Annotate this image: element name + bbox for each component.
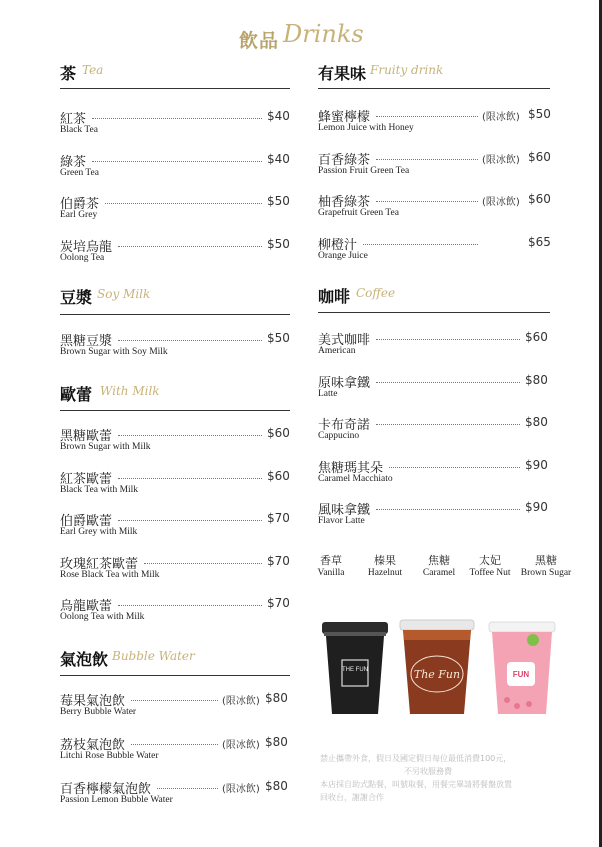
tea-cup-label: The Fun xyxy=(413,668,461,681)
flavor-english: Hazelnut xyxy=(367,568,403,578)
menu-item-price: $50 xyxy=(267,331,290,345)
flavor-name: 黑糖 xyxy=(535,554,557,567)
menu-item-name: 柚香綠茶 xyxy=(318,195,371,210)
iced-only-tag: (限冰飲) xyxy=(482,154,520,166)
section-divider xyxy=(60,675,290,676)
menu-item-name: 伯爵茶 xyxy=(60,197,100,212)
menu-item-name: 綠茶 xyxy=(60,154,87,170)
menu-item-english: Cappucino xyxy=(318,431,360,441)
section-title-coffee: 咖啡 xyxy=(318,287,351,306)
flavor-english: Brown Sugar xyxy=(520,568,572,578)
menu-item-english: Rose Black Tea with Milk xyxy=(60,569,160,580)
menu-item-price: $50 xyxy=(267,194,290,208)
menu-item-english: Passion Lemon Bubble Water xyxy=(60,795,173,805)
leader-dots xyxy=(118,435,262,436)
footer-note xyxy=(318,752,568,804)
leader-dots xyxy=(118,340,262,341)
flavor-option xyxy=(354,552,416,578)
menu-item-name: 柳橙汁 xyxy=(318,237,358,253)
menu-item-name: 炭培烏龍 xyxy=(60,239,113,255)
menu-item-price: $70 xyxy=(267,596,290,610)
menu-item-price: $60 xyxy=(528,192,551,206)
menu-item-name: 卡布奇諾 xyxy=(318,418,371,433)
section-title-soy: 豆漿 xyxy=(60,288,93,307)
leader-dots xyxy=(376,201,478,202)
menu-item-price: $40 xyxy=(267,151,290,166)
menu-item-english: Green Tea xyxy=(60,167,99,178)
menu-item-price: $60 xyxy=(525,330,548,344)
leader-dots xyxy=(389,467,520,468)
menu-item-price: $80 xyxy=(525,415,548,429)
leader-dots xyxy=(376,382,520,383)
flavor-name: 榛果 xyxy=(374,554,396,567)
black-cup-image xyxy=(320,620,390,720)
footer-line: 回收台，謝謝合作 xyxy=(320,793,384,802)
flavor-name: 香草 xyxy=(320,554,342,567)
leader-dots xyxy=(131,744,218,745)
section-script-fruity: Fruity drink xyxy=(370,63,444,77)
iced-only-tag: (限冰飲) xyxy=(222,784,260,795)
flavor-name: 太妃 xyxy=(479,554,501,567)
footer-line: 不另收服務費 xyxy=(404,767,452,776)
menu-item-name: 蜂蜜檸檬 xyxy=(318,110,371,125)
menu-item-english: Oolong Tea with Milk xyxy=(60,612,145,622)
section-title-tea: 茶 xyxy=(60,64,77,83)
footer-line: 本店採自助式點餐，叫號取餐，用餐完畢請將餐盤放置 xyxy=(320,780,512,789)
flavor-english: Vanilla xyxy=(317,568,345,578)
menu-item-english: Latte xyxy=(318,388,338,399)
leader-dots xyxy=(131,700,218,701)
leader-dots xyxy=(144,563,262,564)
menu-item-price: $80 xyxy=(265,779,288,793)
section-script-milk: With Milk xyxy=(100,384,160,398)
menu-item-english: Earl Grey xyxy=(60,210,98,220)
menu-item-name: 伯爵歐蕾 xyxy=(60,514,113,529)
flavor-name: 焦糖 xyxy=(428,554,450,567)
menu-item-price: $60 xyxy=(267,468,290,483)
black-cup-label: THE FUN xyxy=(342,667,368,673)
section-script-soy: Soy Milk xyxy=(97,287,151,301)
menu-title: 飲品 xyxy=(239,30,280,52)
pink-cup-label: FUN xyxy=(512,670,530,679)
flavor-option xyxy=(300,552,362,578)
flavor-english: Toffee Nut xyxy=(469,568,511,578)
menu-item-name: 百香綠茶 xyxy=(318,152,371,168)
leader-dots xyxy=(376,159,478,160)
section-script-tea: Tea xyxy=(82,63,104,77)
menu-item-price: $70 xyxy=(267,553,290,568)
leader-dots xyxy=(92,118,262,119)
leader-dots xyxy=(118,520,262,521)
menu-item-name: 烏龍歐蕾 xyxy=(60,599,113,614)
section-divider xyxy=(60,314,290,315)
leader-dots xyxy=(118,246,262,247)
leader-dots xyxy=(376,339,520,340)
leader-dots xyxy=(105,203,262,204)
section-divider xyxy=(60,88,290,89)
menu-item-english: Grapefruit Green Tea xyxy=(318,208,399,218)
iced-only-tag: (限冰飲) xyxy=(482,197,520,208)
section-title-milk: 歐蕾 xyxy=(60,385,93,404)
leader-dots xyxy=(376,424,520,425)
leader-dots xyxy=(118,478,262,479)
menu-item-english: Black Tea xyxy=(60,125,98,135)
menu-item-english: Litchi Rose Bubble Water xyxy=(60,751,159,761)
section-script-bubble: Bubble Water xyxy=(112,649,195,663)
menu-item-name: 焦糖瑪其朵 xyxy=(318,460,384,476)
iced-only-tag: (限冰飲) xyxy=(222,696,260,707)
menu-item-price: $60 xyxy=(528,149,551,164)
leader-dots xyxy=(157,788,218,789)
pink-cup-image xyxy=(487,620,557,720)
menu-item-english: Earl Grey with Milk xyxy=(60,527,138,537)
section-divider xyxy=(318,88,550,89)
menu-item-name: 黑糖歐蕾 xyxy=(60,429,113,444)
menu-item-english: Caramel Macchiato xyxy=(318,473,393,484)
menu-item-price: $50 xyxy=(528,107,551,121)
menu-item-price: $40 xyxy=(267,109,290,123)
iced-only-tag: (限冰飲) xyxy=(482,112,520,123)
section-script-coffee: Coffee xyxy=(356,286,396,300)
flavor-option xyxy=(515,552,577,578)
leader-dots xyxy=(118,605,262,606)
menu-item-english: American xyxy=(318,346,356,356)
leader-dots xyxy=(376,509,520,510)
menu-item-name: 黑糖豆漿 xyxy=(60,334,113,349)
menu-item-name: 玫瑰紅茶歐蕾 xyxy=(60,556,139,572)
leader-dots xyxy=(92,161,262,162)
menu-item-price: $80 xyxy=(265,691,288,705)
section-title-fruity: 有果味 xyxy=(318,64,367,83)
menu-item-name: 原味拿鐵 xyxy=(318,375,371,391)
menu-item-english: Orange Juice xyxy=(318,250,368,261)
leader-dots xyxy=(363,244,478,245)
leader-dots xyxy=(376,116,478,117)
menu-item-price: $60 xyxy=(267,426,290,440)
menu-item-price: $70 xyxy=(267,511,290,525)
menu-item-english: Flavor Latte xyxy=(318,516,365,526)
iced-only-tag: (限冰飲) xyxy=(222,740,260,751)
flavor-english: Caramel xyxy=(422,568,456,578)
menu-item-name: 紅茶 xyxy=(60,112,87,127)
menu-item-english: Passion Fruit Green Tea xyxy=(318,165,410,176)
menu-item-name: 風味拿鐵 xyxy=(318,503,371,518)
menu-item-price: $65 xyxy=(528,234,551,249)
flavor-option xyxy=(459,552,521,578)
menu-item-price: $50 xyxy=(267,236,290,251)
menu-item-english: Black Tea with Milk xyxy=(60,484,139,495)
menu-item-english: Lemon Juice with Honey xyxy=(318,123,414,133)
menu-item-name: 紅茶歐蕾 xyxy=(60,471,113,487)
menu-title-script: Drinks xyxy=(283,20,364,48)
section-divider xyxy=(318,312,550,313)
menu-item-name: 百香檸檬氣泡飲 xyxy=(60,782,152,797)
menu-item-price: $80 xyxy=(265,735,288,749)
menu-item-name: 莓果氣泡飲 xyxy=(60,694,126,709)
menu-item-english: Oolong Tea xyxy=(60,252,105,263)
menu-item-price: $90 xyxy=(525,500,548,514)
section-divider xyxy=(60,410,290,411)
menu-item-english: Brown Sugar with Milk xyxy=(60,442,151,452)
tea-cup-image xyxy=(398,618,476,720)
footer-line: 禁止攜帶外食，假日及國定假日每位最低消費100元， xyxy=(320,754,512,763)
section-title-bubble: 氣泡飲 xyxy=(60,650,109,669)
menu-item-english: Brown Sugar with Soy Milk xyxy=(60,347,168,357)
menu-item-price: $80 xyxy=(525,372,548,387)
menu-item-price: $90 xyxy=(525,457,548,472)
menu-item-english: Berry Bubble Water xyxy=(60,707,137,717)
menu-item-name: 美式咖啡 xyxy=(318,333,371,348)
menu-item-name: 荔枝氣泡飲 xyxy=(60,738,126,753)
